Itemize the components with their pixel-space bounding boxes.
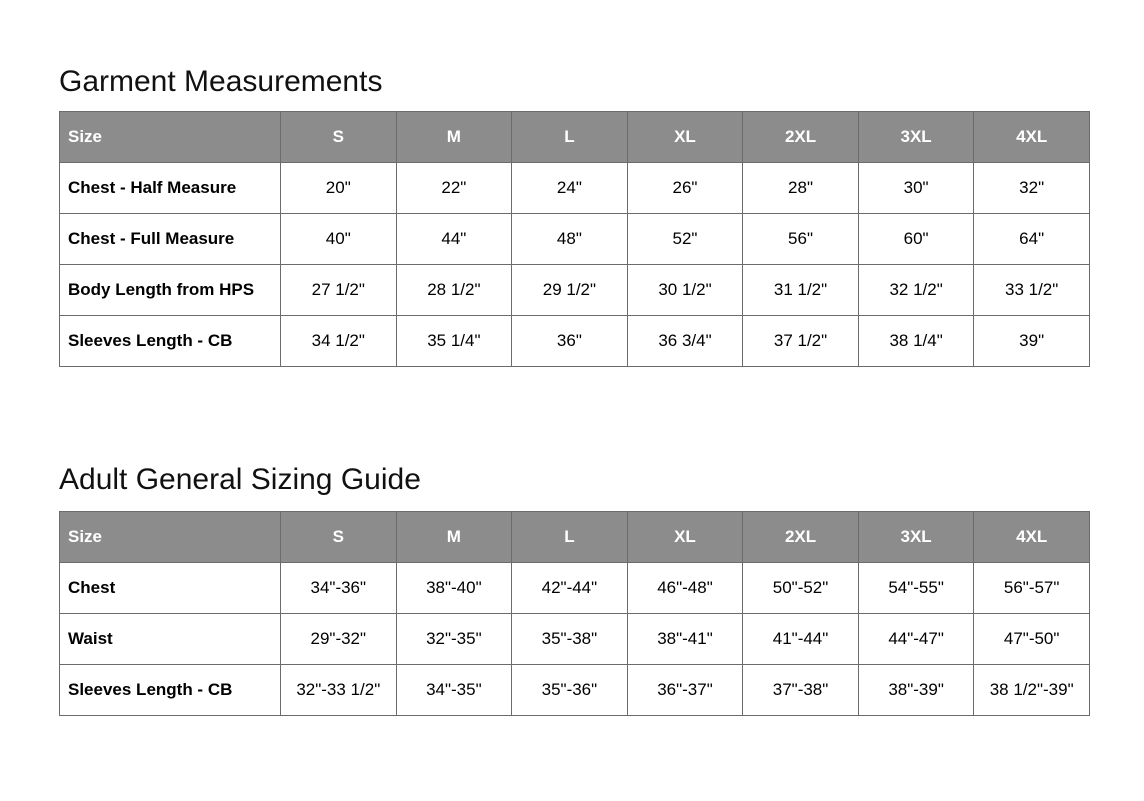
- table-cell: 38 1/4": [858, 316, 974, 367]
- table-cell: 50"-52": [743, 563, 859, 614]
- table-cell: 38 1/2"-39": [974, 665, 1090, 716]
- table-row: [60, 614, 1090, 665]
- size-column-header: 4XL: [974, 512, 1090, 563]
- table-cell: 39": [974, 316, 1090, 367]
- row-label: Sleeves Length - CB: [60, 665, 281, 716]
- size-column-header: L: [512, 512, 628, 563]
- table-cell: 27 1/2": [281, 265, 397, 316]
- header-row: [60, 112, 1090, 163]
- table-cell: 34"-35": [396, 665, 512, 716]
- size-column-header: M: [396, 512, 512, 563]
- size-column-header: 2XL: [743, 112, 859, 163]
- table-cell: 32"-35": [396, 614, 512, 665]
- table-cell: 29 1/2": [512, 265, 628, 316]
- table-cell: 24": [512, 163, 628, 214]
- table-cell: 60": [858, 214, 974, 265]
- size-column-header: 4XL: [974, 112, 1090, 163]
- table-cell: 33 1/2": [974, 265, 1090, 316]
- size-header-label: Size: [60, 512, 281, 563]
- size-column-header: 3XL: [858, 112, 974, 163]
- table-cell: 47"-50": [974, 614, 1090, 665]
- adult-sizing-guide-table: [59, 511, 1090, 716]
- table-cell: 30": [858, 163, 974, 214]
- table-cell: 38"-39": [858, 665, 974, 716]
- table-cell: 37"-38": [743, 665, 859, 716]
- table-cell: 35"-36": [512, 665, 628, 716]
- table-cell: 36": [512, 316, 628, 367]
- table-cell: 35"-38": [512, 614, 628, 665]
- table-cell: 34"-36": [281, 563, 397, 614]
- table-cell: 38"-40": [396, 563, 512, 614]
- row-label: Chest - Half Measure: [60, 163, 281, 214]
- table-row: [60, 265, 1090, 316]
- table-cell: 46"-48": [627, 563, 743, 614]
- table-cell: 36"-37": [627, 665, 743, 716]
- table-cell: 32 1/2": [858, 265, 974, 316]
- size-header-label: Size: [60, 112, 281, 163]
- size-column-header: 2XL: [743, 512, 859, 563]
- row-label: Chest: [60, 563, 281, 614]
- table-cell: 38"-41": [627, 614, 743, 665]
- row-label: Body Length from HPS: [60, 265, 281, 316]
- table-row: [60, 163, 1090, 214]
- table-cell: 22": [396, 163, 512, 214]
- table-row: [60, 316, 1090, 367]
- table-cell: 30 1/2": [627, 265, 743, 316]
- table-cell: 41"-44": [743, 614, 859, 665]
- size-column-header: 3XL: [858, 512, 974, 563]
- table-row: [60, 665, 1090, 716]
- table-cell: 54"-55": [858, 563, 974, 614]
- table-cell: 40": [281, 214, 397, 265]
- table-cell: 28 1/2": [396, 265, 512, 316]
- row-label: Sleeves Length - CB: [60, 316, 281, 367]
- table-cell: 34 1/2": [281, 316, 397, 367]
- size-column-header: XL: [627, 512, 743, 563]
- table-cell: 48": [512, 214, 628, 265]
- table-cell: 64": [974, 214, 1090, 265]
- size-column-header: L: [512, 112, 628, 163]
- table-cell: 56"-57": [974, 563, 1090, 614]
- table-cell: 37 1/2": [743, 316, 859, 367]
- garment-measurements-table: [59, 111, 1090, 367]
- table-cell: 28": [743, 163, 859, 214]
- table-row: [60, 563, 1090, 614]
- size-column-header: M: [396, 112, 512, 163]
- table-cell: 42"-44": [512, 563, 628, 614]
- table-cell: 26": [627, 163, 743, 214]
- adult-sizing-guide-title: Adult General Sizing Guide: [59, 463, 421, 496]
- table-cell: 32": [974, 163, 1090, 214]
- table-cell: 44"-47": [858, 614, 974, 665]
- row-label: Chest - Full Measure: [60, 214, 281, 265]
- table-cell: 32"-33 1/2": [281, 665, 397, 716]
- table-cell: 31 1/2": [743, 265, 859, 316]
- table-row: [60, 214, 1090, 265]
- table-cell: 35 1/4": [396, 316, 512, 367]
- table-cell: 20": [281, 163, 397, 214]
- header-row: [60, 512, 1090, 563]
- size-column-header: S: [281, 112, 397, 163]
- size-column-header: XL: [627, 112, 743, 163]
- garment-measurements-title: Garment Measurements: [59, 65, 383, 98]
- table-cell: 44": [396, 214, 512, 265]
- table-cell: 36 3/4": [627, 316, 743, 367]
- row-label: Waist: [60, 614, 281, 665]
- table-cell: 52": [627, 214, 743, 265]
- size-column-header: S: [281, 512, 397, 563]
- table-cell: 29"-32": [281, 614, 397, 665]
- table-cell: 56": [743, 214, 859, 265]
